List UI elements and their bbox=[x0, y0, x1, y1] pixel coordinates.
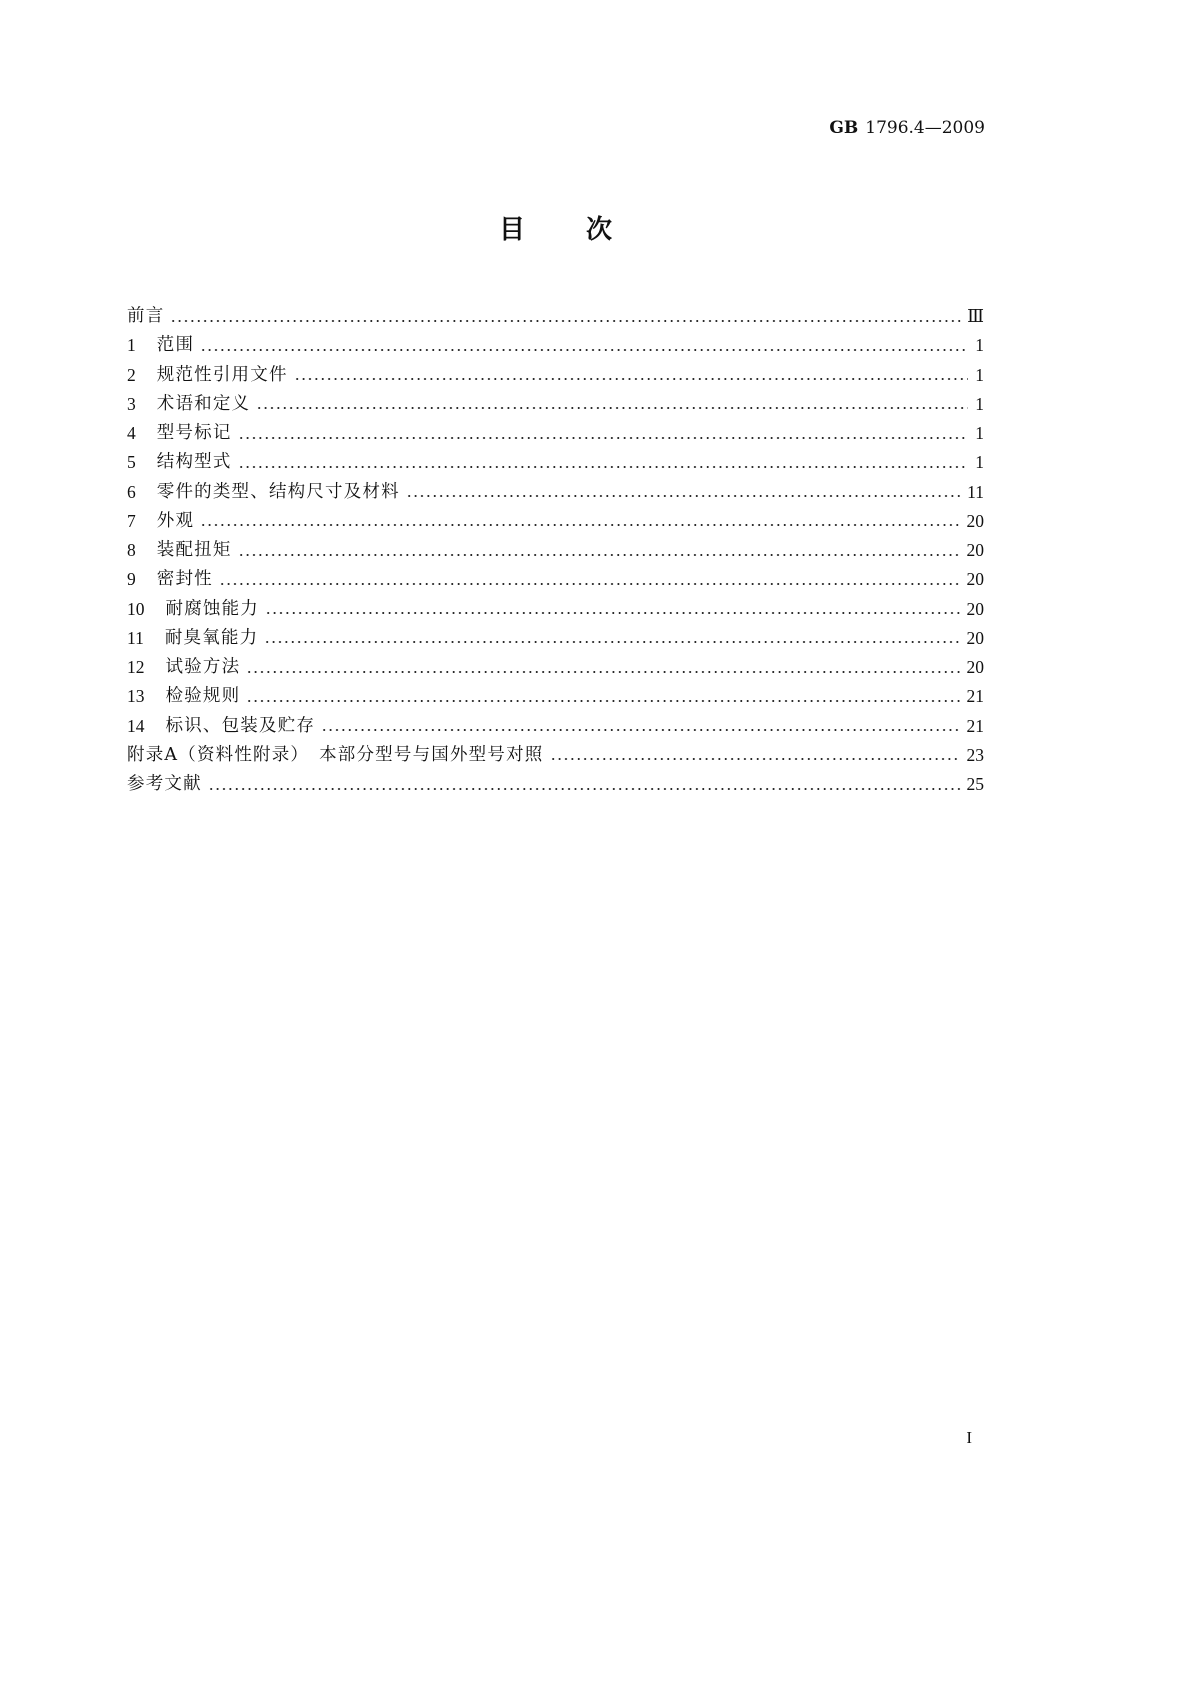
dot-leader bbox=[265, 610, 961, 616]
toc-entry-label: 前言 bbox=[127, 306, 165, 326]
toc-entry bbox=[127, 712, 984, 741]
toc-entry-page: 1 bbox=[975, 423, 984, 443]
dot-leader bbox=[238, 552, 961, 558]
toc-entry bbox=[127, 595, 984, 624]
toc-entry bbox=[127, 507, 984, 536]
dot-leader bbox=[238, 464, 968, 470]
dot-leader bbox=[238, 435, 968, 441]
toc-entry-page: 21 bbox=[966, 686, 984, 707]
dot-leader bbox=[406, 493, 961, 499]
toc-entry bbox=[127, 536, 984, 565]
toc-entry-page: 21 bbox=[966, 715, 984, 736]
standard-code-header bbox=[829, 117, 985, 139]
toc-entry-number: 14 bbox=[127, 715, 145, 736]
toc-entry bbox=[127, 624, 984, 653]
dot-leader bbox=[219, 581, 961, 587]
toc-entry-number: 12 bbox=[127, 657, 145, 677]
dot-leader bbox=[170, 318, 961, 324]
dot-leader bbox=[550, 756, 961, 762]
dot-leader bbox=[208, 786, 961, 792]
dot-leader bbox=[264, 639, 960, 645]
toc-entry-label: 附录A（资料性附录） 本部分型号与国外型号对照 bbox=[127, 744, 544, 765]
toc-entry-number: 11 bbox=[127, 627, 144, 648]
toc-entry-label: 外观 bbox=[156, 510, 195, 531]
toc-entry-page: 11 bbox=[967, 481, 984, 502]
page-title: 目 次 bbox=[499, 215, 630, 245]
toc-entry bbox=[127, 361, 984, 390]
toc-entry-page: 23 bbox=[966, 744, 984, 765]
toc-entry-page: 1 bbox=[975, 452, 984, 473]
page-number: I bbox=[966, 1428, 972, 1447]
dot-leader bbox=[294, 376, 968, 382]
toc-entry-label: 耐臭氧能力 bbox=[164, 627, 259, 648]
toc-entry-label: 耐腐蚀能力 bbox=[165, 598, 259, 619]
toc-entry-page: 1 bbox=[975, 393, 984, 414]
standard-prefix: GB bbox=[829, 118, 859, 138]
toc-entry-page: Ⅲ bbox=[967, 306, 984, 326]
toc-entry-page: 1 bbox=[975, 364, 984, 385]
toc-entry bbox=[127, 565, 984, 594]
dot-leader bbox=[200, 347, 968, 353]
toc-list bbox=[127, 302, 984, 799]
toc-entry bbox=[127, 448, 984, 477]
toc-entry-number: 13 bbox=[127, 686, 145, 707]
standard-number: 1796.4—2009 bbox=[865, 118, 985, 138]
toc-entry-number: 2 bbox=[127, 364, 136, 385]
toc-entry-number: 7 bbox=[127, 510, 136, 531]
toc-entry-page: 1 bbox=[975, 335, 984, 356]
toc-entry-number: 4 bbox=[127, 423, 136, 443]
toc-entry-label: 装配扭矩 bbox=[156, 540, 232, 560]
toc-entry-label: 型号标记 bbox=[156, 423, 232, 443]
toc-entry bbox=[127, 302, 984, 331]
toc-entry bbox=[127, 331, 984, 360]
toc-entry bbox=[127, 770, 984, 799]
dot-leader bbox=[200, 522, 960, 528]
toc-entry-number: 10 bbox=[127, 598, 145, 619]
toc-entry-page: 20 bbox=[966, 540, 984, 560]
toc-entry bbox=[127, 390, 984, 419]
dot-leader bbox=[246, 669, 960, 675]
toc-entry bbox=[127, 653, 984, 682]
toc-entry-number: 6 bbox=[127, 481, 136, 502]
dot-leader bbox=[321, 727, 960, 733]
toc-entry-page: 20 bbox=[966, 598, 984, 619]
dot-leader bbox=[246, 698, 960, 704]
toc-entry-number: 9 bbox=[127, 569, 136, 590]
toc-entry-number: 5 bbox=[127, 452, 136, 473]
toc-entry-page: 20 bbox=[966, 569, 984, 590]
toc-entry-label: 试验方法 bbox=[165, 657, 241, 677]
toc-entry bbox=[127, 419, 984, 448]
toc-entry-label: 检验规则 bbox=[165, 686, 241, 707]
toc-entry-label: 参考文献 bbox=[127, 774, 202, 794]
toc-entry-label: 零件的类型、结构尺寸及材料 bbox=[156, 481, 400, 502]
toc-entry-page: 20 bbox=[966, 657, 984, 677]
toc-entry-label: 规范性引用文件 bbox=[156, 364, 288, 385]
toc-entry-label: 范围 bbox=[156, 335, 195, 356]
toc-entry-label: 密封性 bbox=[156, 569, 213, 590]
toc-entry-number: 8 bbox=[127, 540, 136, 560]
toc-entry-page: 20 bbox=[966, 627, 984, 648]
dot-leader bbox=[256, 405, 968, 411]
toc-entry bbox=[127, 741, 984, 770]
toc-entry-page: 25 bbox=[966, 774, 984, 794]
toc-entry bbox=[127, 682, 984, 711]
toc-entry-label: 结构型式 bbox=[156, 452, 232, 473]
toc-entry-page: 20 bbox=[966, 510, 984, 531]
toc-entry-label: 标识、包装及贮存 bbox=[165, 715, 316, 736]
toc-entry-number: 1 bbox=[127, 335, 136, 356]
toc-entry-label: 术语和定义 bbox=[156, 393, 251, 414]
toc-entry bbox=[127, 478, 984, 507]
toc-entry-number: 3 bbox=[127, 393, 136, 414]
